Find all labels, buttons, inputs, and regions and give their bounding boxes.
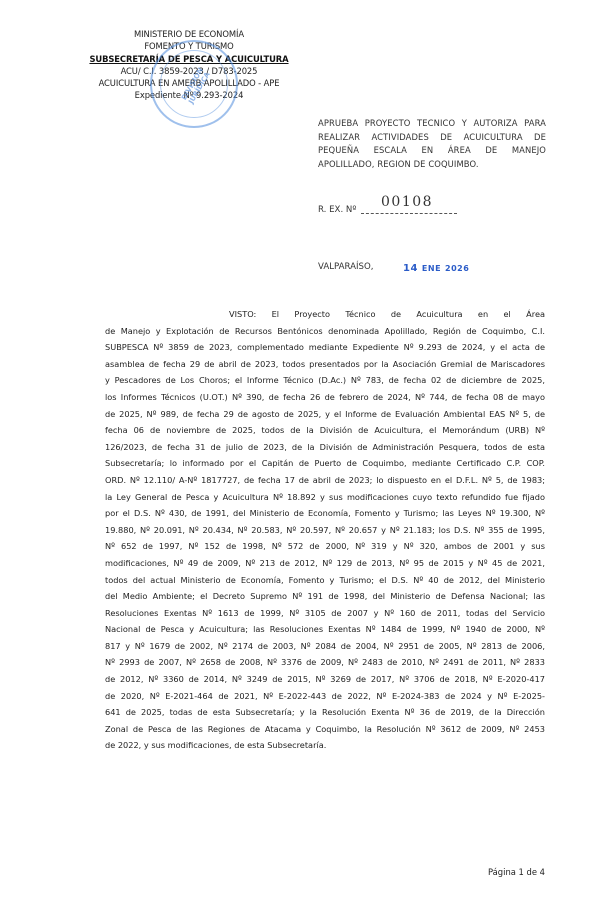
body-line: la Ley General de Pesca y Acuicultura Nº 18.892 y sus modificaciones cuyo texto refundido fue fijado <box>105 491 545 502</box>
body-line: 641 de 2025, todas de esta Subsecretaría; y la Resolución Exenta Nº 36 de 2019, de la Dirección <box>105 707 545 718</box>
resolution-number-underline <box>361 213 457 214</box>
visto-paragraph <box>105 306 545 754</box>
date-month: ENE <box>421 264 442 273</box>
letterhead-topic: ACUICULTURA EN AMERB APOLILLADO - APE <box>98 78 280 89</box>
subject-line: APRUEBA PROYECTO TECNICO Y AUTORIZA PARA <box>318 118 546 128</box>
body-line: todos del actual Ministerio de Economía, Fomento y Turismo; el D.S. Nº 40 de 2012, del Ministerio <box>105 574 545 585</box>
resolution-number: 00108 <box>381 194 434 210</box>
division-stamp-icon <box>150 40 238 128</box>
page-number: Página 1 de 4 <box>488 867 546 877</box>
body-line: 817 y Nº 1679 de 2002, Nº 2174 de 2003, Nº 2084 de 2004, Nº 2951 de 2005, Nº 2813 de 2006, <box>105 640 545 651</box>
subject-line: REALIZAR ACTIVIDADES DE ACUICULTURA DE <box>318 131 546 142</box>
resolution-label: R. EX. Nº <box>318 205 357 215</box>
body-line: SUBPESCA Nº 3859 de 2023, complementado mediante Expediente Nº 9.293 de 2024, y el acta de <box>105 342 545 353</box>
body-line: Resoluciones Exentas Nº 1613 de 1999, Nº 3105 de 2007 y Nº 160 de 2011, todas del Servicio <box>105 607 545 618</box>
body-line: Nº 652 de 1997, Nº 152 de 1998, Nº 572 de 2000, Nº 319 y Nº 320, ambos de 2001 y sus <box>105 541 545 552</box>
body-line: 19.880, Nº 20.091, Nº 20.434, Nº 20.583, Nº 20.597, Nº 20.657 y Nº 21.183; los D.S. Nº 355 de 1995, <box>105 524 545 535</box>
body-line: de 2022, y sus modificaciones, de esta Subsecretaría. <box>105 740 327 751</box>
body-line: 126/2023, de fecha 31 de julio de 2023, de la División de Administración Pesquera, todos de esta <box>105 441 545 452</box>
body-line: y Pescadores de Los Choros; el Informe Técnico (D.Ac.) Nº 783, de fecha 02 de diciembre de 2025, <box>105 375 545 386</box>
subject-line: APOLILLADO, REGION DE COQUIMBO. <box>318 158 479 169</box>
body-line: de Manejo y Explotación de Recursos Bentónicos denominada Apolillado, Región de Coquimbo, C.I. <box>105 325 545 336</box>
stamp-text: DIVISIÓN JURÍDICA <box>180 66 212 106</box>
subject-line: PEQUEÑA ESCALA EN ÁREA DE MANEJO <box>318 145 546 156</box>
body-line: modificaciones, Nº 49 de 2009, Nº 213 de 2012, Nº 129 de 2013, Nº 95 de 2015 y Nº 45 de 2021, <box>105 557 545 568</box>
body-line: ORD. Nº 12.110/ A-Nº 1817727, de fecha 17 de abril de 2023; lo dispuesto en el D.F.L. Nº 5, de 1983; <box>105 474 545 485</box>
place-label: VALPARAÍSO, <box>318 262 374 272</box>
resolution-subject <box>318 117 546 171</box>
letterhead-reference: ACU/ C.I. 3859-2023 / D783-2025 <box>120 65 258 76</box>
body-line: los Informes Técnicos (U.OT.) Nº 390, de fecha 26 de febrero de 2024, Nº 744, de fecha 08 de mayo <box>105 391 545 402</box>
date-stamp <box>403 263 469 274</box>
body-line: del Medio Ambiente; el Decreto Supremo Nº 191 de 1998, del Ministerio de Defensa Nacional; las <box>105 591 545 602</box>
body-line: Nº 2993 de 2007, Nº 2658 de 2008, Nº 3376 de 2009, Nº 2483 de 2010, Nº 2491 de 2011, Nº 2833 <box>105 657 545 668</box>
body-line: de 2012, Nº 3360 de 2014, Nº 3249 de 2015, Nº 3269 de 2017, Nº 3706 de 2018, Nº E-2020-417 <box>105 674 545 685</box>
date-year: 2026 <box>445 264 470 273</box>
body-line: Zonal de Pesca de las Regiones de Atacama y Coquimbo, la Resolución Nº 3612 de 2009, Nº 2453 <box>105 723 545 734</box>
letterhead-ministry-line2: FOMENTO Y TURISMO <box>144 41 234 52</box>
body-line: fecha 06 de noviembre de 2025, todos de la División de Acuicultura, el Memorándum (URB) Nº <box>105 425 545 436</box>
body-line: por el D.S. Nº 430, de 1991, del Ministerio de Economía, Fomento y Turismo; las Leyes Nº 19.300, Nº <box>105 508 545 519</box>
body-line: de 2025, Nº 989, de fecha 29 de agosto de 2025, y el Informe de Evaluación Ambiental EAS Nº 5, de <box>105 408 545 419</box>
date-day: 14 <box>403 263 418 274</box>
body-line: Nacional de Pesca y Acuicultura; las Resoluciones Exentas Nº 1484 de 1999, Nº 1940 de 2000, Nº <box>105 624 545 635</box>
letterhead-expediente: Expediente Nº 9.293-2024 <box>134 90 244 101</box>
body-line: de 2020, Nº E-2021-464 de 2021, Nº E-2022-443 de 2022, Nº E-2024-383 de 2024 y Nº E-2025- <box>105 690 545 701</box>
body-line: VISTO: El Proyecto Técnico de Acuicultura en el Área <box>229 309 545 319</box>
body-line: Subsecretaría; lo informado por el Capitán de Puerto de Coquimbo, mediante Certificado C.P. COP. <box>105 458 545 469</box>
letterhead-ministry: MINISTERIO DE ECONOMÍA <box>134 29 244 39</box>
letterhead-subsecretaria: SUBSECRETARÍA DE PESCA Y ACUICULTURA <box>89 53 289 64</box>
body-line: asamblea de fecha 29 de abril de 2023, todos presentados por la Asociación Gremial de Mariscadores <box>105 358 545 369</box>
